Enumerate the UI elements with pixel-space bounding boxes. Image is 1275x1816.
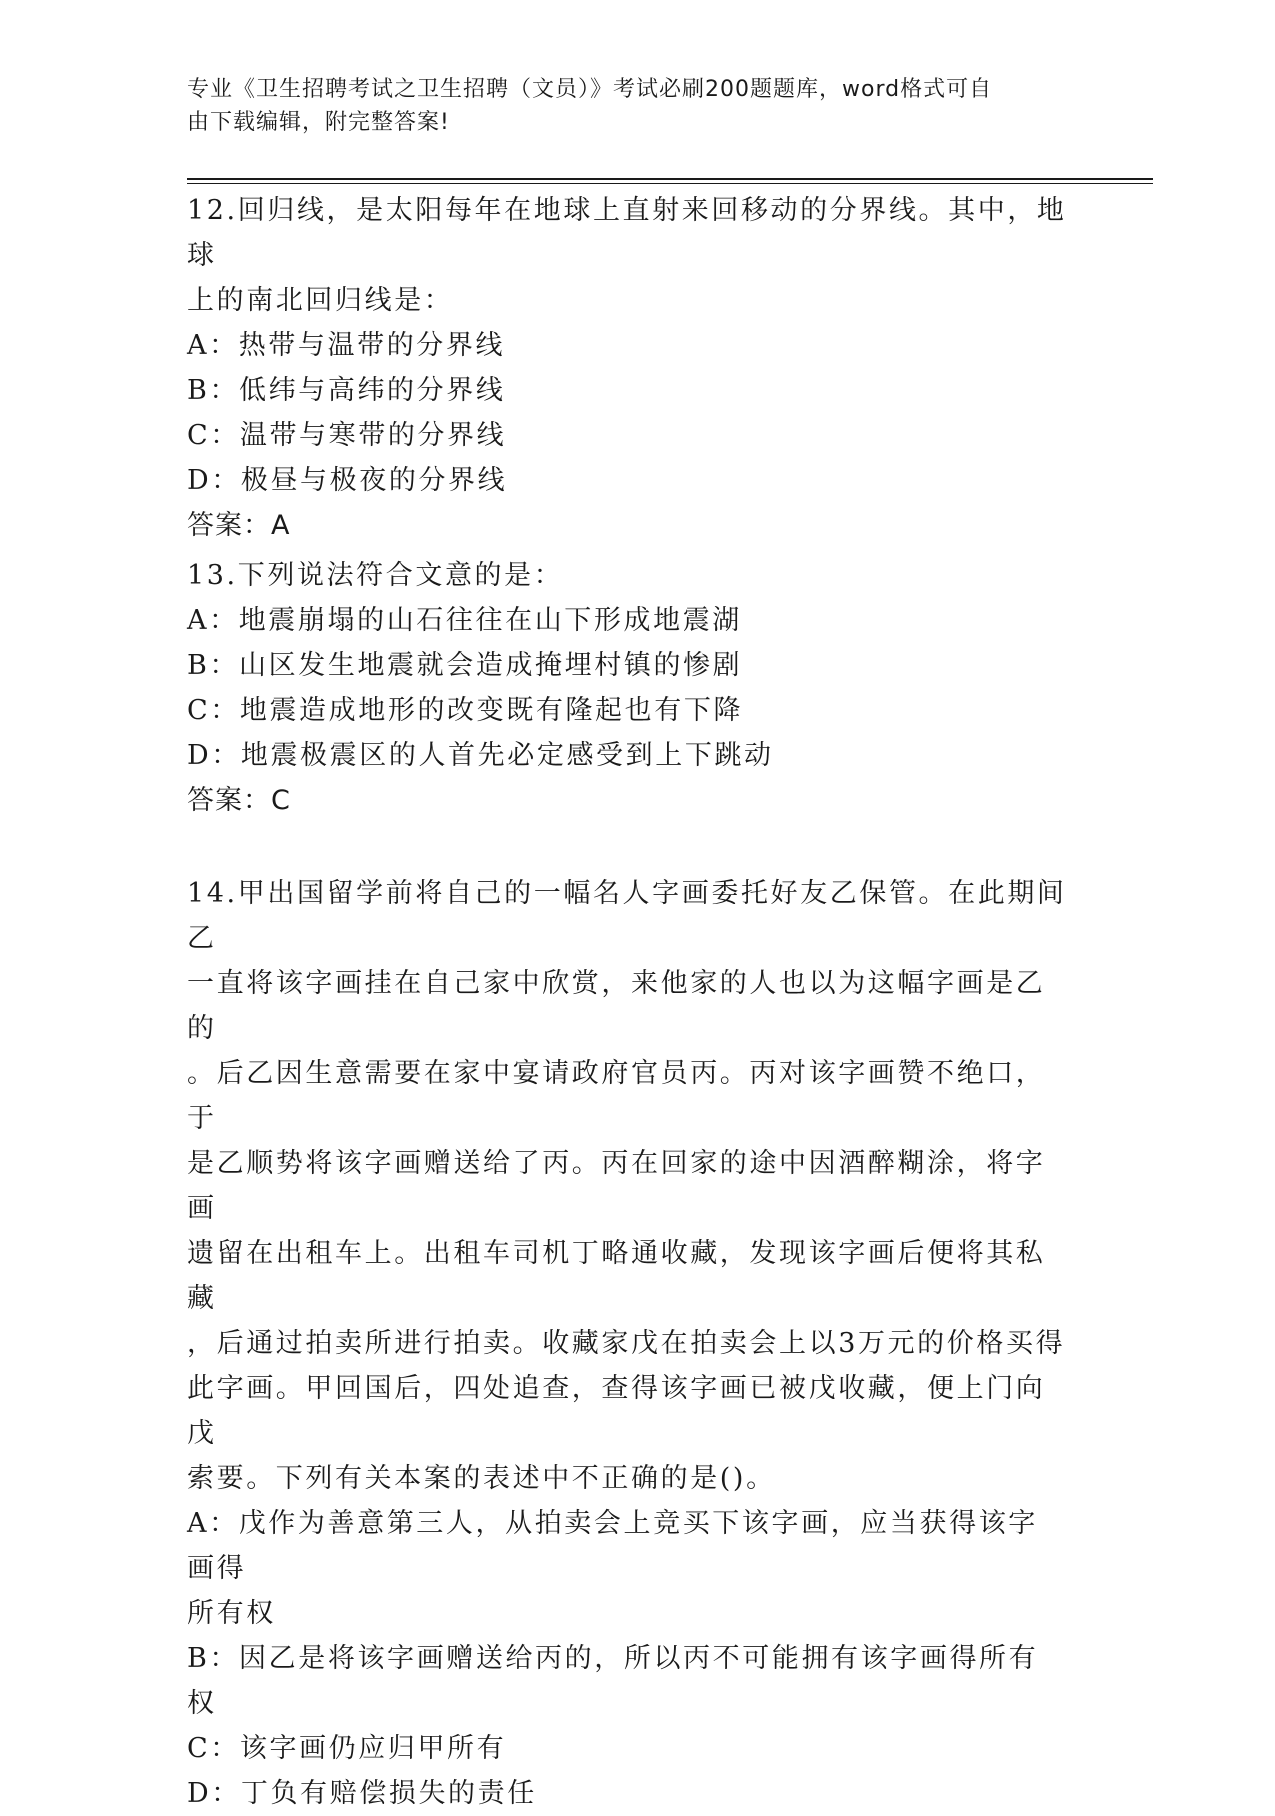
option-d: D：地震极震区的人首先必定感受到上下跳动: [187, 740, 774, 771]
question-stem-line: 12.回归线，是太阳每年在地球上直射来回移动的分界线。其中，地球: [187, 195, 1067, 271]
option-c: C：该字画仍应归甲所有: [187, 1733, 507, 1764]
question-13: [187, 553, 1067, 823]
question-stem-line: 14.甲出国留学前将自己的一幅名人字画委托好友乙保管。在此期间乙: [187, 878, 1067, 954]
question-stem-line: 索要。下列有关本案的表述中不正确的是()。: [187, 1463, 776, 1494]
option-a: A：热带与温带的分界线: [187, 330, 506, 361]
question-12: [187, 188, 1067, 548]
question-stem-line: 13.下列说法符合文意的是：: [187, 560, 564, 591]
option-a: A：戊作为善意第三人，从拍卖会上竞买下该字画，应当获得该字画得: [187, 1508, 1038, 1584]
question-stem-line: 一直将该字画挂在自己家中欣赏，来他家的人也以为这幅字画是乙的: [187, 968, 1046, 1044]
question-stem-line: 遗留在出租车上。出租车司机丁略通收藏，发现该字画后便将其私藏: [187, 1238, 1046, 1314]
option-a: A：地震崩塌的山石往往在山下形成地震湖: [187, 605, 742, 636]
header-line-1: 专业《卫生招聘考试之卫生招聘（文员）》考试必刷200题题库，word格式可自: [187, 77, 993, 102]
document-header: [187, 73, 1067, 139]
answer-label: 答案：C: [187, 785, 291, 816]
answer-label: 答案：A: [187, 510, 291, 541]
option-b: B：低纬与高纬的分界线: [187, 375, 506, 406]
option-b: B：因乙是将该字画赠送给丙的，所以丙不可能拥有该字画得所有权: [187, 1643, 1039, 1719]
question-stem-line: 上的南北回归线是：: [187, 285, 454, 316]
option-c: C：地震造成地形的改变既有隆起也有下降: [187, 695, 744, 726]
header-rule-thin: [187, 183, 1153, 184]
option-d: D：丁负有赔偿损失的责任: [187, 1778, 537, 1809]
option-b: B：山区发生地震就会造成掩埋村镇的惨剧: [187, 650, 743, 681]
header-line-2: 由下载编辑，附完整答案!: [187, 110, 450, 135]
question-stem-line: 是乙顺势将该字画赠送给了丙。丙在回家的途中因酒醉糊涂，将字画: [187, 1148, 1046, 1224]
question-stem-line: 。后乙因生意需要在家中宴请政府官员丙。丙对该字画赞不绝口，于: [187, 1058, 1046, 1134]
question-stem-line: 此字画。甲回国后，四处追查，查得该字画已被戊收藏，便上门向戊: [187, 1373, 1046, 1449]
header-rule-thick: [187, 178, 1153, 180]
question-14: [187, 871, 1067, 1816]
option-a-continued: 所有权: [187, 1598, 276, 1629]
option-c: C：温带与寒带的分界线: [187, 420, 507, 451]
option-d: D：极昼与极夜的分界线: [187, 465, 508, 496]
question-stem-line: ，后通过拍卖所进行拍卖。收藏家戊在拍卖会上以3万元的价格买得: [187, 1328, 1066, 1359]
